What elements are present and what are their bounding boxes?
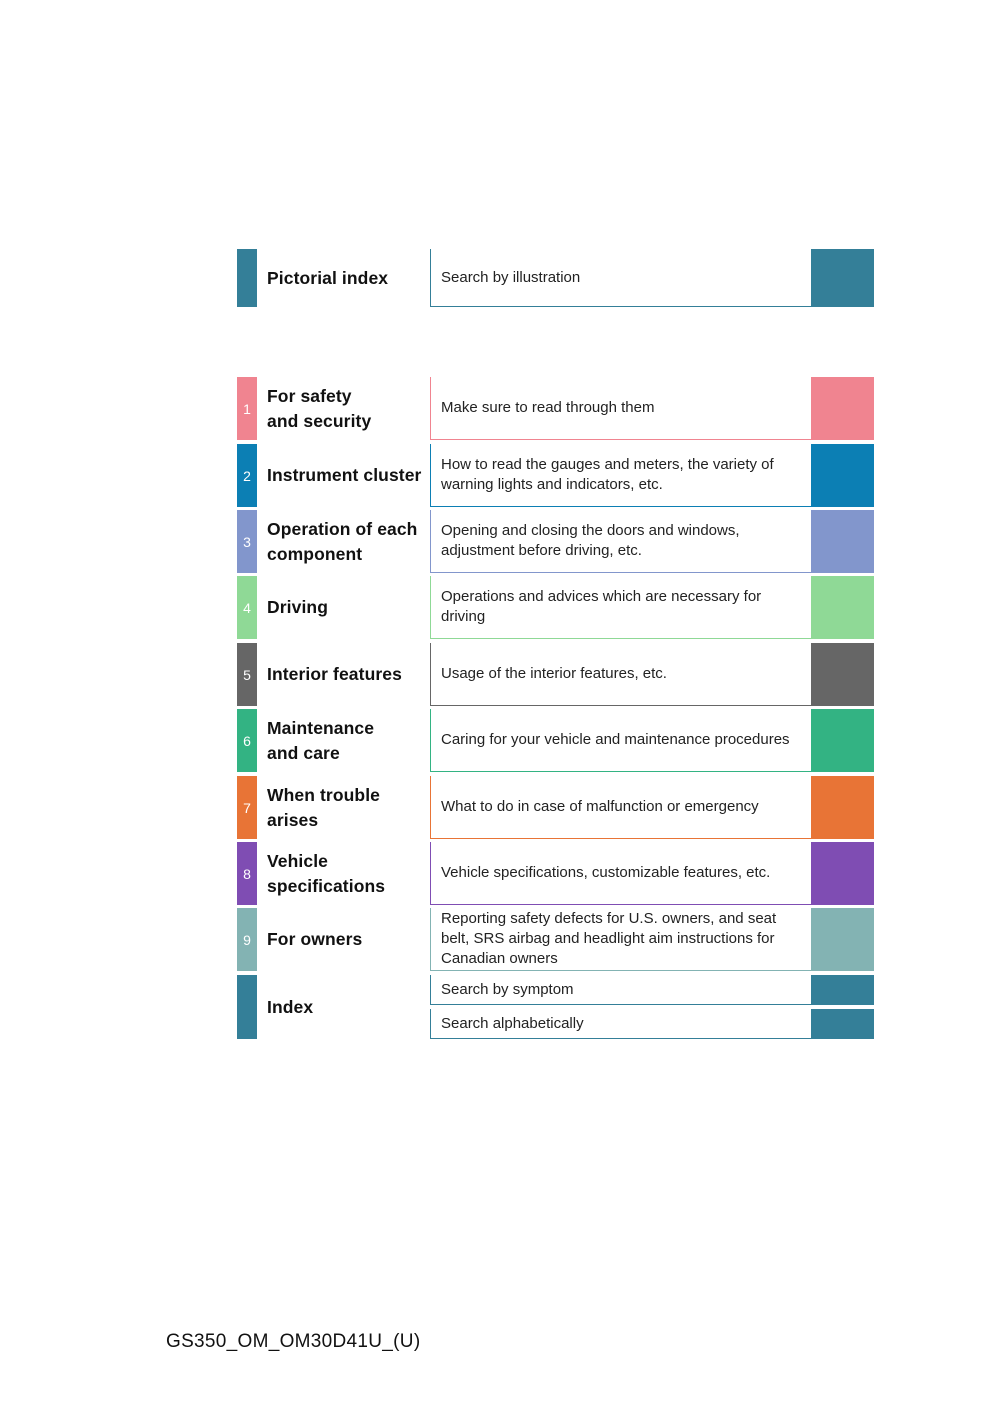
thumb-index-tab[interactable] <box>811 975 874 1005</box>
chapter-title: Interior features <box>267 664 402 684</box>
chapter-number: 2 <box>237 444 257 507</box>
index-item-label: Search by symptom <box>430 975 811 1005</box>
chapter-title: For owners <box>267 929 363 949</box>
thumb-index-tab[interactable] <box>811 249 874 307</box>
chapter-title: For safety and security <box>267 385 372 431</box>
toc-row-chapter-4[interactable] <box>237 576 865 639</box>
index-item-label: Search alphabetically <box>430 1009 811 1039</box>
toc-row-chapter-2[interactable] <box>237 444 865 507</box>
thumb-index-tab[interactable] <box>811 776 874 839</box>
chapter-number: 7 <box>237 776 257 839</box>
chapter-description: How to read the gauges and meters, the variety of warning lights and indicators, etc. <box>430 444 811 507</box>
chapter-title: Driving <box>267 597 328 617</box>
toc-row-chapter-5[interactable] <box>237 643 865 706</box>
thumb-index-tab[interactable] <box>811 576 874 639</box>
chapter-title: Maintenance and care <box>267 717 375 763</box>
toc-row-chapter-7[interactable] <box>237 776 865 839</box>
index-item-symptom[interactable] <box>430 975 874 1005</box>
thumb-index-tab[interactable] <box>811 643 874 706</box>
chapter-number: 1 <box>237 377 257 440</box>
section-color-tab <box>237 249 257 307</box>
toc-row-index[interactable] <box>237 975 865 1039</box>
section-description: Search by illustration <box>430 249 811 307</box>
section-title: Index <box>267 996 314 1017</box>
chapter-title: Instrument cluster <box>267 465 422 485</box>
chapter-description: Operations and advices which are necessary for driving <box>430 576 811 639</box>
chapter-description: Usage of the interior features, etc. <box>430 643 811 706</box>
toc-row-chapter-1[interactable] <box>237 377 865 440</box>
thumb-index-tab[interactable] <box>811 842 874 905</box>
chapter-title: Operation of each component <box>267 518 418 564</box>
chapter-description: Make sure to read through them <box>430 377 811 440</box>
index-item-alphabetical[interactable] <box>430 1009 874 1039</box>
chapter-description: Caring for your vehicle and maintenance procedures <box>430 709 811 772</box>
chapter-number: 6 <box>237 709 257 772</box>
toc-row-pictorial-index[interactable] <box>237 249 865 307</box>
chapter-number: 5 <box>237 643 257 706</box>
thumb-index-tab[interactable] <box>811 1009 874 1039</box>
chapter-number: 3 <box>237 510 257 573</box>
document-code: GS350_OM_OM30D41U_(U) <box>166 1331 421 1352</box>
toc-row-chapter-6[interactable] <box>237 709 865 772</box>
chapter-number: 4 <box>237 576 257 639</box>
chapter-description: Reporting safety defects for U.S. owners, and seat belt, SRS airbag and headlight aim instructions for Canadian owners <box>430 908 811 971</box>
toc-row-chapter-9[interactable] <box>237 908 865 971</box>
thumb-index-tab[interactable] <box>811 908 874 971</box>
chapter-description: Opening and closing the doors and windows, adjustment before driving, etc. <box>430 510 811 573</box>
thumb-index-tab[interactable] <box>811 709 874 772</box>
index-subrows <box>430 975 874 1039</box>
section-title: Pictorial index <box>267 267 389 288</box>
chapter-number: 9 <box>237 908 257 971</box>
thumb-index-tab[interactable] <box>811 444 874 507</box>
toc-row-chapter-3[interactable] <box>237 510 865 573</box>
chapter-number: 8 <box>237 842 257 905</box>
thumb-index-tab[interactable] <box>811 377 874 440</box>
chapter-title: When trouble arises <box>267 784 380 830</box>
chapter-title: Vehicle specifications <box>267 850 386 896</box>
chapter-description: Vehicle specifications, customizable features, etc. <box>430 842 811 905</box>
chapter-description: What to do in case of malfunction or emergency <box>430 776 811 839</box>
toc-row-chapter-8[interactable] <box>237 842 865 905</box>
section-color-tab <box>237 975 257 1039</box>
thumb-index-tab[interactable] <box>811 510 874 573</box>
